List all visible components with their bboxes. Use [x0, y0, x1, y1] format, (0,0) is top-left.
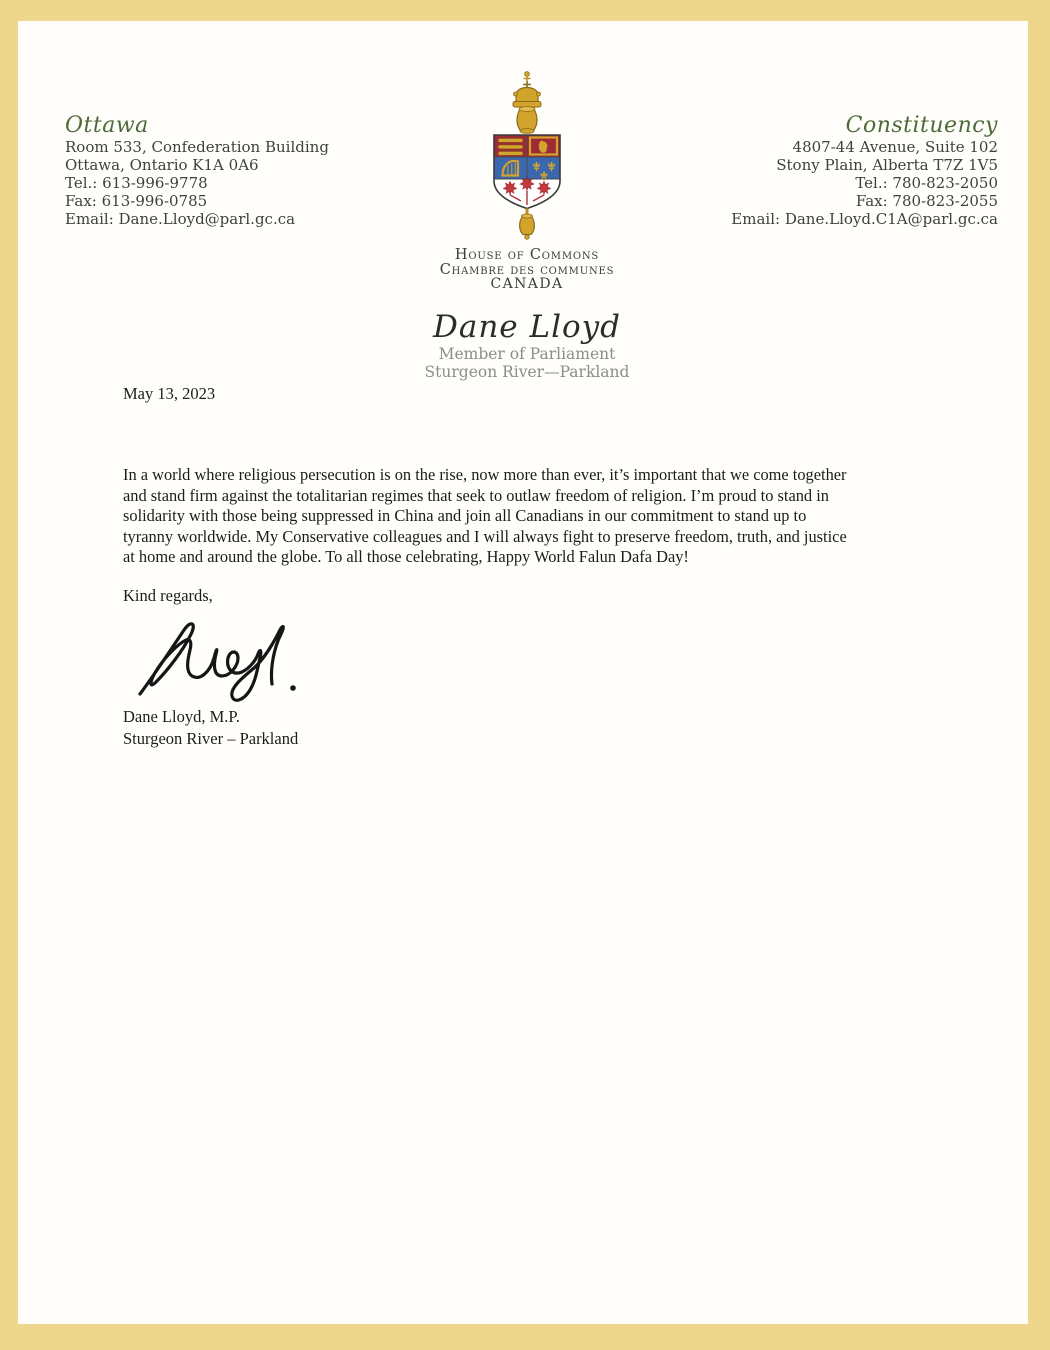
ottawa-address-block — [65, 113, 329, 228]
body-line: tyranny worldwide. My Conservative colleagues and I will always fight to preserve freedom, truth, and justice — [123, 526, 847, 546]
constituency-heading: Constituency — [845, 113, 998, 138]
letter-date: May 13, 2023 — [123, 384, 216, 403]
ottawa-email: Email: Dane.Lloyd@parl.gc.ca — [65, 210, 296, 228]
letter-body — [123, 465, 847, 568]
house-of-commons-crest-icon — [477, 69, 577, 241]
signer-riding: Sturgeon River – Parkland — [123, 728, 299, 748]
shield — [494, 135, 560, 209]
body-line: at home and around the globe. To all those celebrating, Happy World Falun Dafa Day! — [123, 547, 689, 567]
body-line: solidarity with those being suppressed in China and join all Canadians in our commitment to stand up to — [123, 506, 807, 526]
ottawa-phone: Tel.: 613-996-9778 — [65, 174, 208, 192]
crown-icon — [513, 81, 541, 107]
institution-country: CANADA — [490, 276, 564, 292]
member-block — [26, 309, 1028, 381]
member-riding: Sturgeon River—Parkland — [424, 363, 630, 381]
constituency-address-block — [731, 113, 998, 228]
body-line: and stand firm against the totalitarian regimes that seek to outlaw freedom of religion. I’m proud to stand in — [123, 485, 829, 505]
member-name: Dane Lloyd — [432, 309, 622, 345]
ottawa-address-line: Room 533, Confederation Building — [65, 138, 329, 156]
member-title: Member of Parliament — [438, 345, 616, 363]
closing-salutation: Kind regards, — [123, 586, 213, 605]
constituency-email: Email: Dane.Lloyd.C1A@parl.gc.ca — [731, 210, 998, 228]
ottawa-fax: Fax: 613-996-0785 — [65, 192, 208, 210]
letter-paper — [18, 21, 1028, 1324]
institution-name-fr: Chambre des communes — [439, 261, 615, 278]
ottawa-address-line: Ottawa, Ontario K1A 0A6 — [65, 156, 259, 174]
constituency-fax: Fax: 780-823-2055 — [855, 192, 998, 210]
institution-name-en: House of Commons — [454, 247, 600, 263]
ottawa-heading: Ottawa — [65, 113, 149, 138]
constituency-address-line: 4807-44 Avenue, Suite 102 — [792, 138, 998, 156]
constituency-phone: Tel.: 780-823-2050 — [855, 174, 998, 192]
signer-name: Dane Lloyd, M.P. — [123, 707, 240, 726]
handwritten-signature — [130, 602, 305, 704]
mace-head — [517, 107, 537, 134]
body-line: In a world where religious persecution is on the rise, now more than ever, it’s important that we come together — [123, 465, 847, 484]
constituency-address-line: Stony Plain, Alberta T7Z 1V5 — [776, 156, 998, 174]
mace-shaft — [520, 209, 535, 240]
institution-block — [26, 248, 1028, 292]
signer-block — [123, 706, 298, 749]
mace-finial — [525, 72, 530, 77]
